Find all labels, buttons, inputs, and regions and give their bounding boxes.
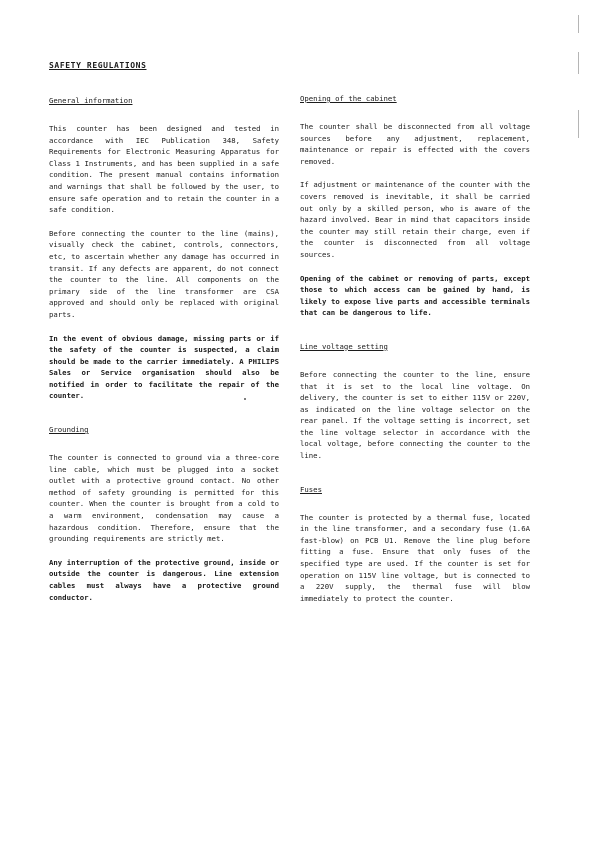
- general-information-paragraph-2: Before connecting the counter to the line (mains), visually check the cabinet, controls, connectors, etc, to ascertain whether any damage has occurred in transit. If any defects are apparent, do not connect the counter to the line. All components on the primary side of the line transformer are CSA approved and should only be replaced with original parts.: [49, 228, 279, 319]
- general-information-paragraph-1: This counter has been designed and tested in accordance with IEC Publication 348, Safety Requirements for Electronic Measuring Apparatus for Class 1 Instruments, and has been supplied in a safe condition. The present manual contains information and warnings that shall be followed by the user, to ensure safe operation and to retain the counter in a safe condition.: [49, 124, 279, 215]
- opening-cabinet-heading: Opening of the cabinet: [300, 94, 397, 103]
- opening-cabinet-section: [300, 94, 530, 319]
- opening-cabinet-paragraph-2: If adjustment or maintenance of the counter with the covers removed is inevitable, it shall be carried out only by a skilled person, who is aware of the hazard involved. Bear in mind that capacitors inside the counter may still retain their charge, even if the counter is disconnected from all voltage sources.: [300, 180, 530, 259]
- scan-edge-mark: [578, 15, 579, 33]
- fuses-section: [300, 485, 530, 605]
- line-voltage-heading: Line voltage setting: [300, 341, 388, 351]
- grounding-warning-paragraph: Any interruption of the protective ground, inside or outside the counter is dangerous. Line extension cables must always have a protective ground conductor.: [49, 557, 279, 602]
- scan-edge-mark: [578, 110, 579, 138]
- general-information-heading: General information: [49, 96, 133, 105]
- live-parts-warning-paragraph: Opening of the cabinet or removing of parts, except those to which access can be gained by hand, is likely to expose live parts and accessible terminals that can be dangerous to life.: [300, 273, 530, 318]
- opening-cabinet-paragraph-1: The counter shall be disconnected from all voltage sources before any adjustment, replacement, maintenance or repair is effected with the covers removed.: [300, 122, 530, 166]
- right-column: [300, 94, 530, 616]
- fuses-paragraph: The counter is protected by a thermal fuse, located in the line transformer, and a secondary fuse (1.6A fast-blow) on PCB U1. Remove the line plug before fitting a fuse. Ensure that only fuses of the specified type are used. If the counter is set for operation on 115V line voltage, but is connected to a 220V supply, the thermal fuse will blow immediately to protect the counter.: [300, 512, 530, 603]
- grounding-paragraph-1: The counter is connected to ground via a three-core line cable, which must be plugged into a socket outlet with a protective ground contact. No other method of safety grounding is permitted for this counter. When the counter is brought from a cold to a warm environment, condensation may cause a hazardous condition. Therefore, ensure that the grounding requirements are strictly met.: [49, 453, 279, 544]
- fuses-heading: Fuses: [300, 484, 322, 494]
- general-information-section: [49, 96, 279, 402]
- left-column: [49, 96, 279, 615]
- scan-edge-mark: [578, 52, 579, 74]
- page-title: SAFETY REGULATIONS: [49, 61, 147, 70]
- scan-speck: [244, 398, 246, 400]
- damage-warning-paragraph: In the event of obvious damage, missing parts or if the safety of the counter is suspected, a claim should be made to the carrier immediately. A PHILIPS Sales or Service organisation should also be notified in order to facilitate the repair of the counter.: [49, 333, 279, 401]
- grounding-section: [49, 425, 279, 603]
- grounding-heading: Grounding: [49, 425, 89, 435]
- line-voltage-paragraph: Before connecting the counter to the line, ensure that it is set to the local line voltage. On delivery, the counter is set to either 115V or 220V, as indicated on the line voltage selector on the rear panel. If the voltage setting is incorrect, set the line voltage selector in accordance with the local voltage, before connecting the counter to the line.: [300, 369, 530, 461]
- line-voltage-section: [300, 342, 530, 462]
